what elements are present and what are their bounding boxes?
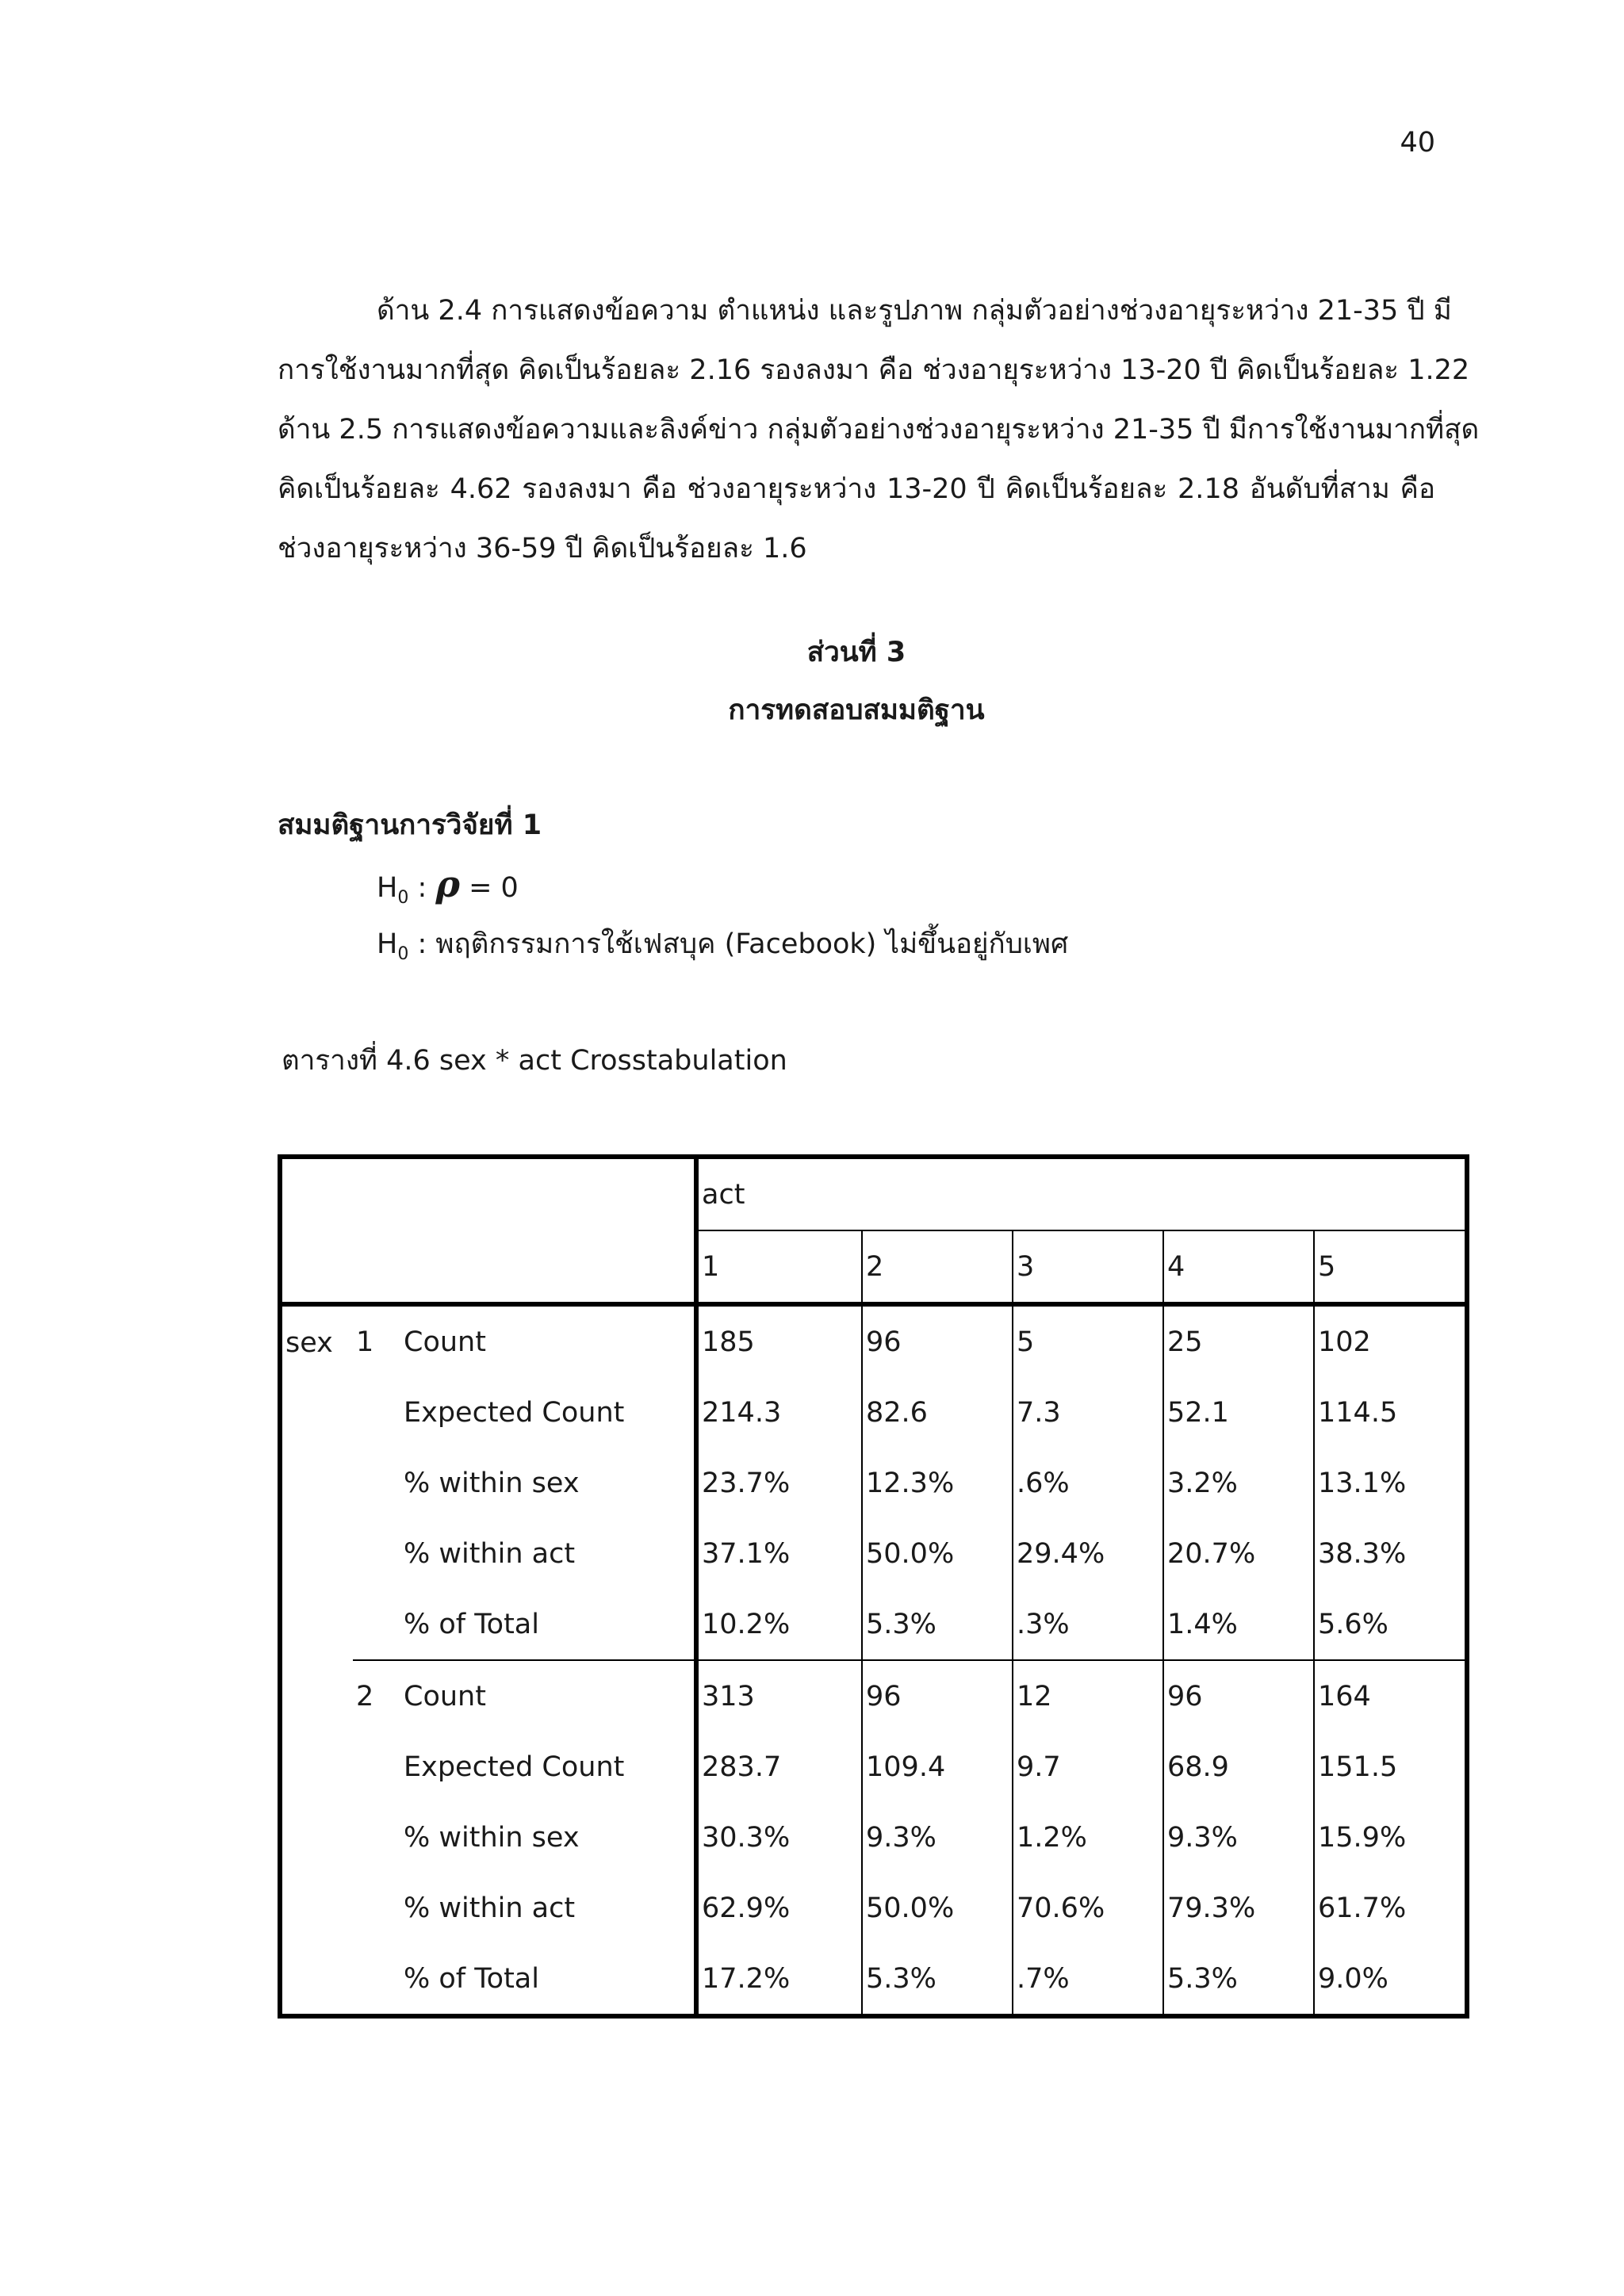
table-cell: 82.6 bbox=[862, 1377, 1013, 1448]
crosstab-table bbox=[278, 1154, 1469, 2019]
table-cell: 37.1% bbox=[696, 1518, 862, 1589]
group-label: 2 bbox=[356, 1680, 374, 1712]
column-header: 4 bbox=[1163, 1230, 1314, 1304]
h-letter: H bbox=[377, 928, 398, 960]
table-row bbox=[280, 1518, 1467, 1589]
paragraph-line: ด้าน 2.5 การแสดงข้อความและลิงค์ข่าว กลุ่มตัวอย่างช่วงอายุระหว่าง 21-35 ปี มีการใช้งานมากที่สุด bbox=[278, 414, 1480, 446]
table-cell: 5.3% bbox=[862, 1589, 1013, 1660]
table-row bbox=[280, 1448, 1467, 1518]
table-cell: 5.6% bbox=[1314, 1589, 1467, 1660]
hypothesis-statement: : พฤติกรรมการใช้เฟสบุค (Facebook) ไม่ขึ้นอยู่กับเพศ bbox=[408, 928, 1069, 960]
table-cell: 214.3 bbox=[696, 1377, 862, 1448]
table-cell: 10.2% bbox=[696, 1589, 862, 1660]
table-cell: 9.7 bbox=[1013, 1732, 1163, 1802]
table-row bbox=[280, 1589, 1467, 1660]
table-header-row bbox=[280, 1157, 1467, 1230]
hypothesis-title: สมมติฐานการวิจัยที่ 1 bbox=[278, 809, 542, 841]
table-cell: 9.3% bbox=[862, 1802, 1013, 1873]
table-cell: 20.7% bbox=[1163, 1518, 1314, 1589]
table-cell: 1.2% bbox=[1013, 1802, 1163, 1873]
table-cell: 9.0% bbox=[1314, 1943, 1467, 2016]
stat-label: Count bbox=[404, 1326, 486, 1358]
table-cell: 17.2% bbox=[696, 1943, 862, 2016]
table-cell: 38.3% bbox=[1314, 1518, 1467, 1589]
table-cell: 50.0% bbox=[862, 1518, 1013, 1589]
table-cell: 109.4 bbox=[862, 1732, 1013, 1802]
table-cell: 23.7% bbox=[696, 1448, 862, 1518]
stat-label: Expected Count bbox=[404, 1751, 625, 1783]
column-group-label: act bbox=[696, 1157, 1467, 1230]
table-cell: 96 bbox=[1163, 1660, 1314, 1732]
table-cell: 62.9% bbox=[696, 1873, 862, 1943]
row-variable-label: sex bbox=[285, 1327, 333, 1359]
rho-prefix: : bbox=[408, 872, 436, 904]
table-cell: 313 bbox=[696, 1660, 862, 1732]
table-row bbox=[280, 1943, 1467, 2016]
table-cell: 30.3% bbox=[696, 1802, 862, 1873]
paragraph-line: ช่วงอายุระหว่าง 36-59 ปี คิดเป็นร้อยละ 1.6 bbox=[278, 533, 807, 564]
column-header: 1 bbox=[696, 1230, 862, 1304]
table-cell: 12 bbox=[1013, 1660, 1163, 1732]
stat-label: % within act bbox=[404, 1892, 576, 1924]
table-row bbox=[280, 1802, 1467, 1873]
section-title: ส่วนที่ 3 bbox=[806, 637, 906, 668]
table-cell: 12.3% bbox=[862, 1448, 1013, 1518]
hypothesis-statement-line bbox=[377, 922, 1068, 966]
h-subscript: 0 bbox=[397, 888, 409, 908]
table-cell: 185 bbox=[696, 1304, 862, 1377]
table-cell: 3.2% bbox=[1163, 1448, 1314, 1518]
table-cell: 79.3% bbox=[1163, 1873, 1314, 1943]
stat-label: % within sex bbox=[404, 1467, 580, 1499]
table-cell: 68.9 bbox=[1163, 1732, 1314, 1802]
paragraph-line: คิดเป็นร้อยละ 4.62 รองลงมา คือ ช่วงอายุระหว่าง 13-20 ปี คิดเป็นร้อยละ 2.18 อันดับที่สาม คือ bbox=[278, 473, 1435, 505]
table-row bbox=[280, 1732, 1467, 1802]
group-label: 1 bbox=[356, 1326, 374, 1358]
table-cell: 52.1 bbox=[1163, 1377, 1314, 1448]
table-row bbox=[280, 1873, 1467, 1943]
table-cell: 283.7 bbox=[696, 1732, 862, 1802]
page-number: 40 bbox=[1400, 127, 1435, 159]
h-letter: H bbox=[377, 872, 398, 904]
stat-label: % of Total bbox=[400, 1589, 696, 1660]
table-cell: 5 bbox=[1013, 1304, 1163, 1377]
table-cell: 29.4% bbox=[1013, 1518, 1163, 1589]
paragraph-line: ด้าน 2.4 การแสดงข้อความ ตำแหน่ง และรูปภาพ กลุ่มตัวอย่างช่วงอายุระหว่าง 21-35 ปี มี bbox=[377, 295, 1452, 327]
rho-suffix: = 0 bbox=[459, 872, 519, 904]
rho-symbol: ρ bbox=[435, 863, 460, 905]
table-cell: 61.7% bbox=[1314, 1873, 1467, 1943]
table-cell: 5.3% bbox=[862, 1943, 1013, 2016]
table-row bbox=[280, 1377, 1467, 1448]
table-cell: .6% bbox=[1013, 1448, 1163, 1518]
table-cell: .3% bbox=[1013, 1589, 1163, 1660]
table-cell: 114.5 bbox=[1314, 1377, 1467, 1448]
hypothesis-rho-line bbox=[377, 863, 519, 908]
table-caption: ตารางที่ 4.6 sex * act Crosstabulation bbox=[282, 1045, 787, 1077]
stat-label: Count bbox=[404, 1680, 486, 1712]
table-cell: 25 bbox=[1163, 1304, 1314, 1377]
section-subtitle: การทดสอบสมมติฐาน bbox=[728, 695, 985, 726]
stat-label: % within sex bbox=[404, 1821, 580, 1854]
table-row bbox=[280, 1304, 1467, 1377]
paragraph-line: การใช้งานมากที่สุด คิดเป็นร้อยละ 2.16 รองลงมา คือ ช่วงอายุระหว่าง 13-20 ปี คิดเป็นร้อยละ 1.22 bbox=[278, 354, 1470, 386]
table-corner-cell bbox=[280, 1157, 696, 1304]
table-cell: 70.6% bbox=[1013, 1873, 1163, 1943]
column-header: 3 bbox=[1013, 1230, 1163, 1304]
table-cell: 7.3 bbox=[1013, 1377, 1163, 1448]
stat-label: % of Total bbox=[404, 1962, 539, 1995]
h-subscript: 0 bbox=[397, 944, 409, 964]
table-row bbox=[280, 1660, 1467, 1732]
table-cell: 1.4% bbox=[1163, 1589, 1314, 1660]
body-paragraph bbox=[278, 281, 1480, 579]
table-cell: 9.3% bbox=[1163, 1802, 1314, 1873]
table-cell: 164 bbox=[1314, 1660, 1467, 1732]
table-cell: 13.1% bbox=[1314, 1448, 1467, 1518]
column-header: 2 bbox=[862, 1230, 1013, 1304]
stat-label: % within act bbox=[404, 1537, 576, 1570]
column-header: 5 bbox=[1314, 1230, 1467, 1304]
table-cell: 15.9% bbox=[1314, 1802, 1467, 1873]
table-cell: 5.3% bbox=[1163, 1943, 1314, 2016]
table-cell: 96 bbox=[862, 1304, 1013, 1377]
table-cell: .7% bbox=[1013, 1943, 1163, 2016]
table-cell: 151.5 bbox=[1314, 1732, 1467, 1802]
table-cell: 50.0% bbox=[862, 1873, 1013, 1943]
table-cell: 96 bbox=[862, 1660, 1013, 1732]
stat-label: Expected Count bbox=[404, 1396, 625, 1429]
table-cell: 102 bbox=[1314, 1304, 1467, 1377]
